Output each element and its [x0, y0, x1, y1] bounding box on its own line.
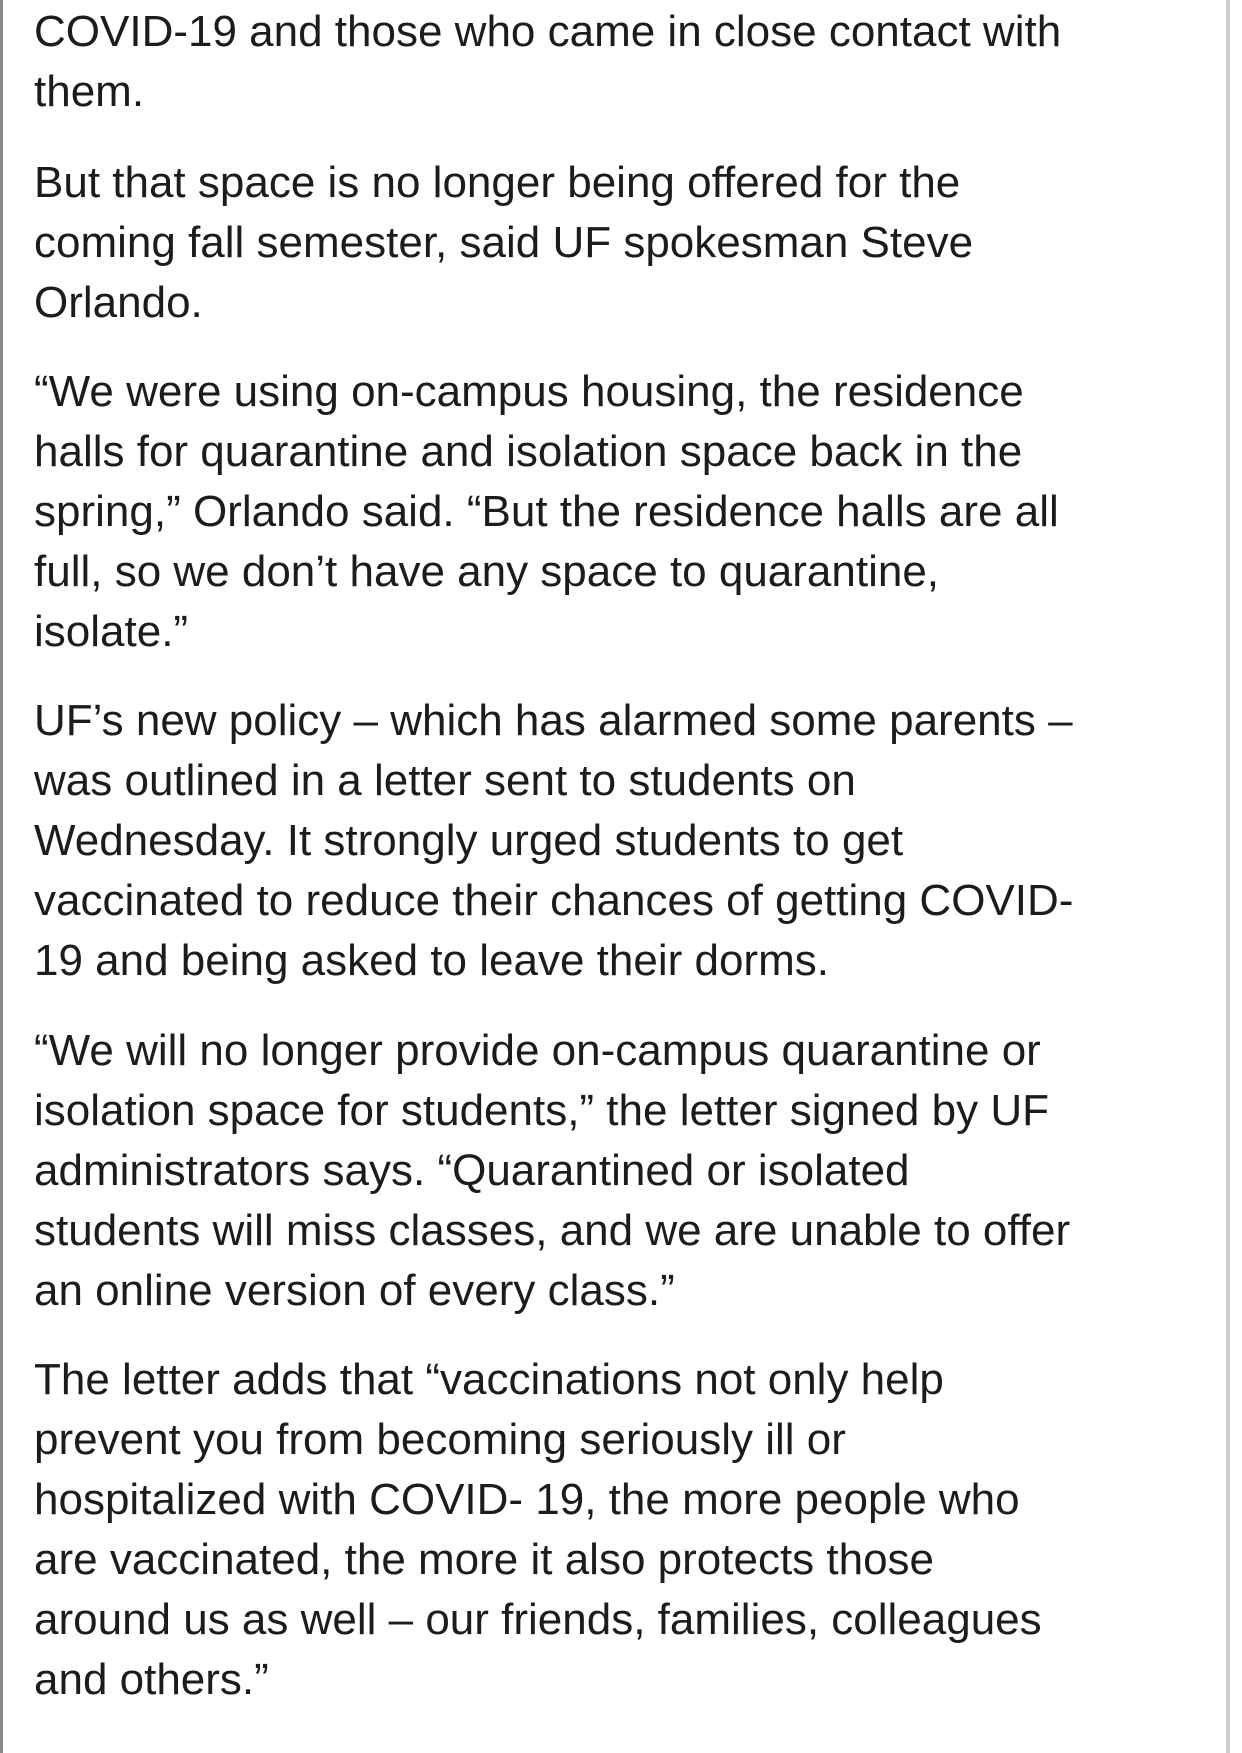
paragraph-1 [34, 2, 1214, 122]
text-line: them. [34, 67, 145, 116]
text-line: administrators says. “Quarantined or isolated [34, 1146, 910, 1195]
text-line: students will miss classes, and we are unable to offer [34, 1206, 1071, 1255]
text-line: hospitalized with COVID- 19, the more people who [34, 1475, 1020, 1524]
text-line: COVID-19 and those who came in close contact with [34, 7, 1062, 56]
text-line: prevent you from becoming seriously ill or [34, 1415, 846, 1464]
text-line: are vaccinated, the more it also protects those [34, 1535, 935, 1584]
paragraph-4 [34, 691, 1214, 991]
text-line: UF’s new policy – which has alarmed some parents – [34, 696, 1073, 745]
text-line: 19 and being asked to leave their dorms. [34, 936, 829, 985]
text-line: The letter adds that “vaccinations not only help [34, 1355, 944, 1404]
text-line: around us as well – our friends, families, colleagues [34, 1595, 1042, 1644]
paragraph-2 [34, 153, 1214, 333]
page-left-border [0, 0, 3, 1753]
text-line: “We were using on-campus housing, the residence [34, 367, 1024, 416]
text-line: vaccinated to reduce their chances of getting COVID- [34, 876, 1074, 925]
scrollbar-track[interactable] [1226, 0, 1230, 1753]
text-line: Wednesday. It strongly urged students to get [34, 816, 904, 865]
text-line: and others.” [34, 1655, 269, 1704]
text-line: an online version of every class.” [34, 1266, 675, 1315]
text-line: spring,” Orlando said. “But the residence halls are all [34, 487, 1059, 536]
text-line: But that space is no longer being offered for the [34, 158, 961, 207]
text-line: was outlined in a letter sent to students on [34, 756, 856, 805]
paragraph-6 [34, 1350, 1214, 1710]
paragraph-5 [34, 1021, 1214, 1321]
text-line: “We will no longer provide on-campus quarantine or [34, 1026, 1041, 1075]
text-line: full, so we don’t have any space to quarantine, [34, 547, 940, 596]
text-line: isolation space for students,” the letter signed by UF [34, 1086, 1049, 1135]
text-line: isolate.” [34, 607, 189, 656]
text-line: Orlando. [34, 278, 203, 327]
text-line: coming fall semester, said UF spokesman Steve [34, 218, 974, 267]
text-line: halls for quarantine and isolation space back in the [34, 427, 1023, 476]
paragraph-3 [34, 362, 1214, 662]
